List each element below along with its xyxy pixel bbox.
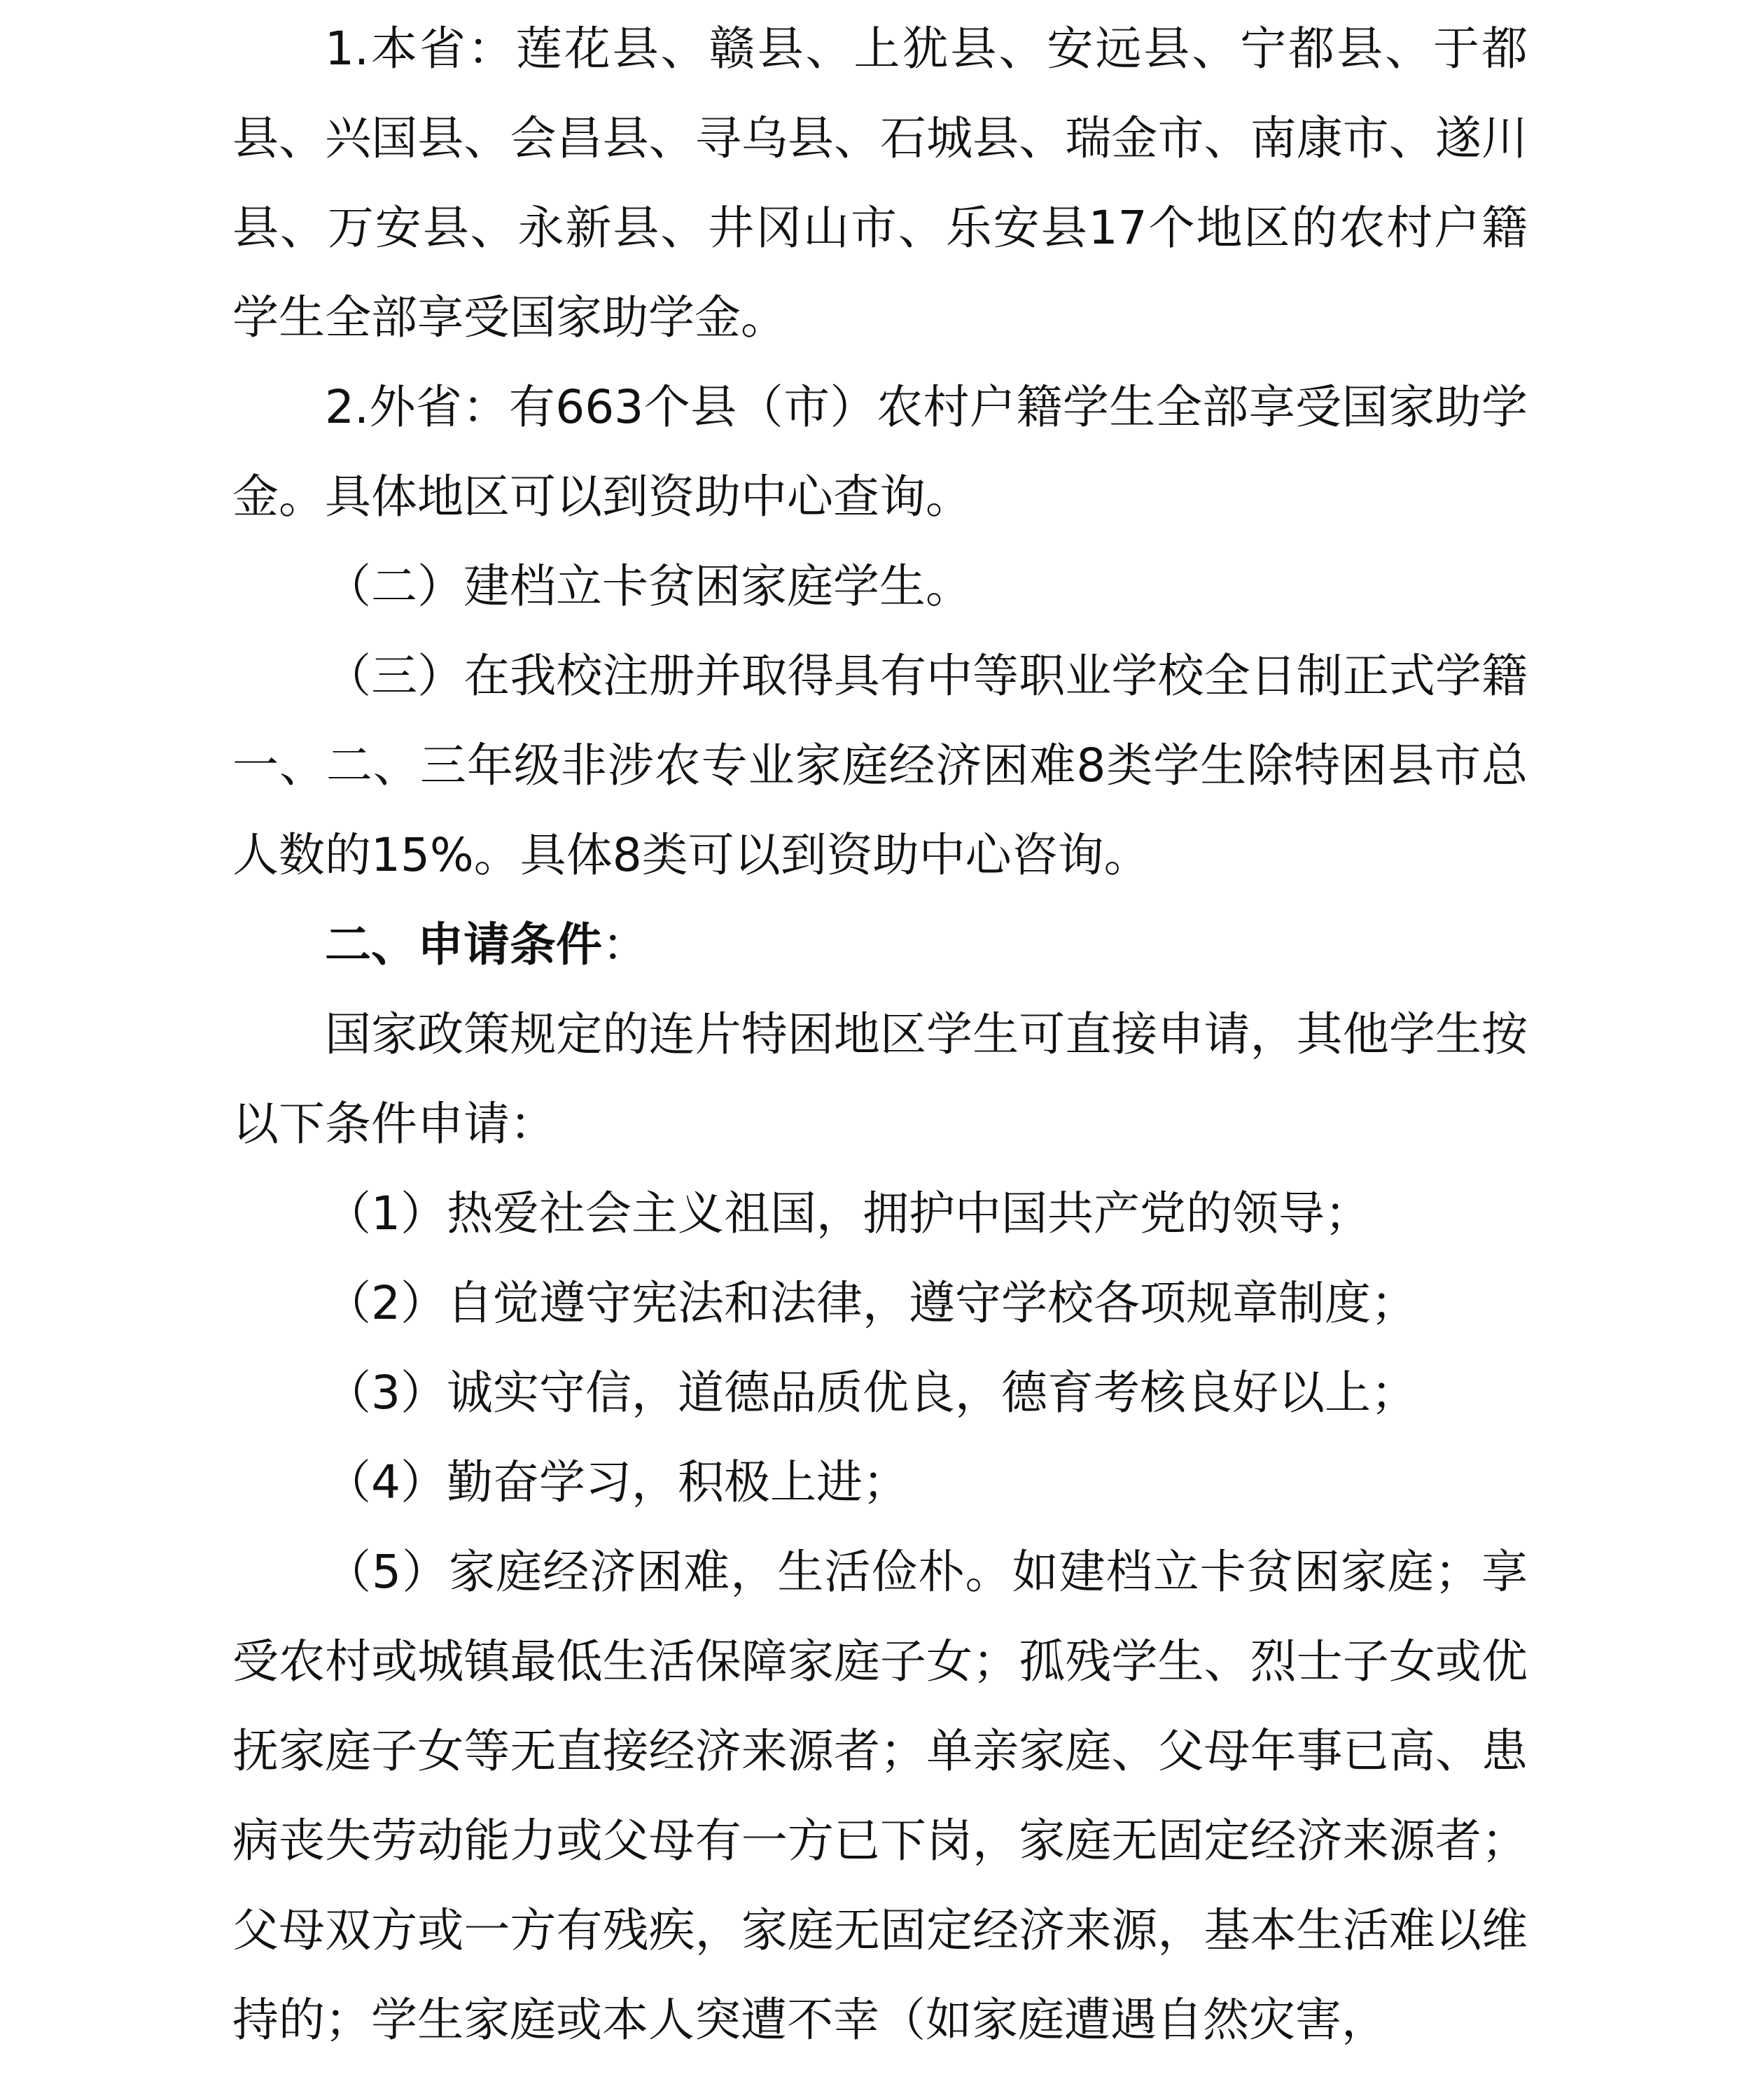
paragraph-other-provinces: 2.外省：有663个县（市）农村户籍学生全部享受国家助学金。具体地区可以到资助中心查询。 [232, 380, 1528, 524]
paragraph-registered-poor-families: （二）建档立卡贫困家庭学生。 [325, 559, 972, 613]
condition-item-5: （5）家庭经济困难，生活俭朴。如建档立卡贫困家庭；享受农村或城镇最低生活保障家庭子女；孤残学生、烈士子女或优抚家庭子女等无直接经济来源者；单亲家庭、父母年事已高、患病丧失劳动能力或父母有一方已下岗，家庭无固定经济来源者；父母双方或一方有残疾，家庭无固定经济来源，基本生活难以维持的；学生家庭或本人突遭不幸（如家庭遭遇自然灾害， [232, 1545, 1528, 2047]
paragraph-local-province: 1.本省：莲花县、赣县、上犹县、安远县、宁都县、于都县、兴国县、会昌县、寻乌县、石城县、瑞金市、南康市、遂川县、万安县、永新县、井冈山市、乐安县17个地区的农村户籍学生全部享受国家助学金。 [232, 22, 1528, 344]
condition-item-1: （1）热爱社会主义祖国，拥护中国共产党的领导； [325, 1186, 1371, 1240]
section-heading-text: 二、申请条件 [325, 918, 602, 972]
condition-item-3: （3）诚实守信，道德品质优良，德育考核良好以上； [325, 1366, 1417, 1420]
condition-item-2: （2）自觉遵守宪法和法律，遵守学校各项规章制度； [325, 1276, 1417, 1330]
section-heading-application-conditions [232, 900, 1528, 990]
section-heading-colon: ： [602, 918, 648, 972]
condition-item-4: （4）勤奋学习，积极上进； [325, 1455, 909, 1509]
paragraph-conditions-intro: 国家政策规定的连片特困地区学生可直接申请，其他学生按以下条件申请： [232, 1007, 1528, 1151]
document-body [232, 0, 1528, 2065]
paragraph-non-agricultural-students: （三）在我校注册并取得具有中等职业学校全日制正式学籍一、二、三年级非涉农专业家庭经济困难8类学生除特困县市总人数的15%。具体8类可以到资助中心咨询。 [232, 649, 1528, 882]
